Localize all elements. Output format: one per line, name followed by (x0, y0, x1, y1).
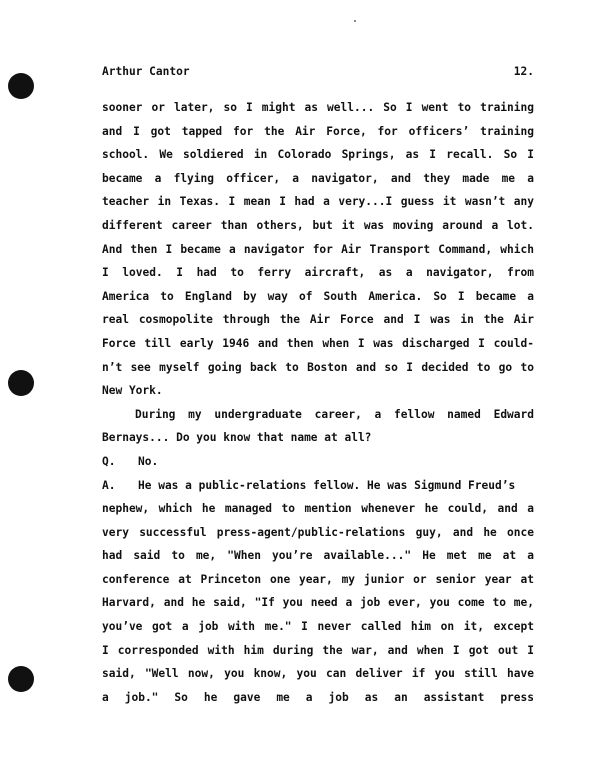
header-page-number: 12. (513, 65, 534, 78)
text-line: school. We soldiered in Colorado Springs, as I recall. So I (102, 148, 534, 162)
text-line: had said to me, "When you’re available..." He met me at a (102, 549, 534, 563)
text-line: n’t see myself going back to Boston and so I decided to go to (102, 360, 534, 374)
text-line: real cosmopolite through the Air Force and I was in the Air (102, 313, 534, 327)
text-line: America to England by way of South America. So I became a (102, 289, 534, 303)
text-line: a job." So he gave me a job as an assistant press (102, 690, 534, 704)
answer-marker: A. (102, 478, 116, 492)
answer-text: He was a public-relations fellow. He was Sigmund Freud’s (138, 478, 516, 492)
transcript-body (102, 96, 534, 709)
text-line: nephew, which he managed to mention whenever he could, and a (102, 502, 534, 516)
text-line: very successful press-agent/public-relations guy, and he once (102, 525, 534, 539)
text-line: And then I became a navigator for Air Transport Command, which (102, 242, 534, 256)
text-line: I corresponded with him during the war, and when I got out I (102, 643, 534, 657)
question-text: No. (138, 454, 159, 468)
text-line: teacher in Texas. I mean I had a very...I guess it wasn’t any (102, 195, 534, 209)
scan-speck (354, 20, 356, 22)
text-line: conference at Princeton one year, my junior or senior year at (102, 572, 534, 586)
page-header (102, 65, 534, 83)
answer-line (102, 474, 534, 498)
text-line: New York. (102, 384, 163, 398)
binder-hole-top (8, 73, 34, 99)
question-line (102, 450, 534, 474)
binder-hole-middle (8, 370, 34, 396)
question-marker: Q. (102, 454, 116, 468)
text-line: became a flying officer, a navigator, and they made me a (102, 171, 534, 185)
text-line: you’ve got a job with me." I never called him on it, except (102, 620, 534, 634)
text-line: Bernays... Do you know that name at all? (102, 431, 372, 445)
text-line: I loved. I had to ferry aircraft, as a navigator, from (102, 266, 534, 280)
text-line: During my undergraduate career, a fellow named Edward (135, 407, 534, 421)
text-line: sooner or later, so I might as well... So I went to training (102, 101, 534, 114)
binder-hole-bottom (8, 666, 34, 692)
text-line: different career than others, but it was moving around a lot. (102, 218, 534, 232)
text-line: Force till early 1946 and then when I was discharged I could- (102, 336, 534, 350)
header-author: Arthur Cantor (102, 65, 190, 78)
text-line: said, "Well now, you know, you can deliver if you still have (102, 667, 534, 681)
text-line: and I got tapped for the Air Force, for officers’ training (102, 124, 534, 138)
text-line: Harvard, and he said, "If you need a job ever, you come to me, (102, 596, 534, 610)
